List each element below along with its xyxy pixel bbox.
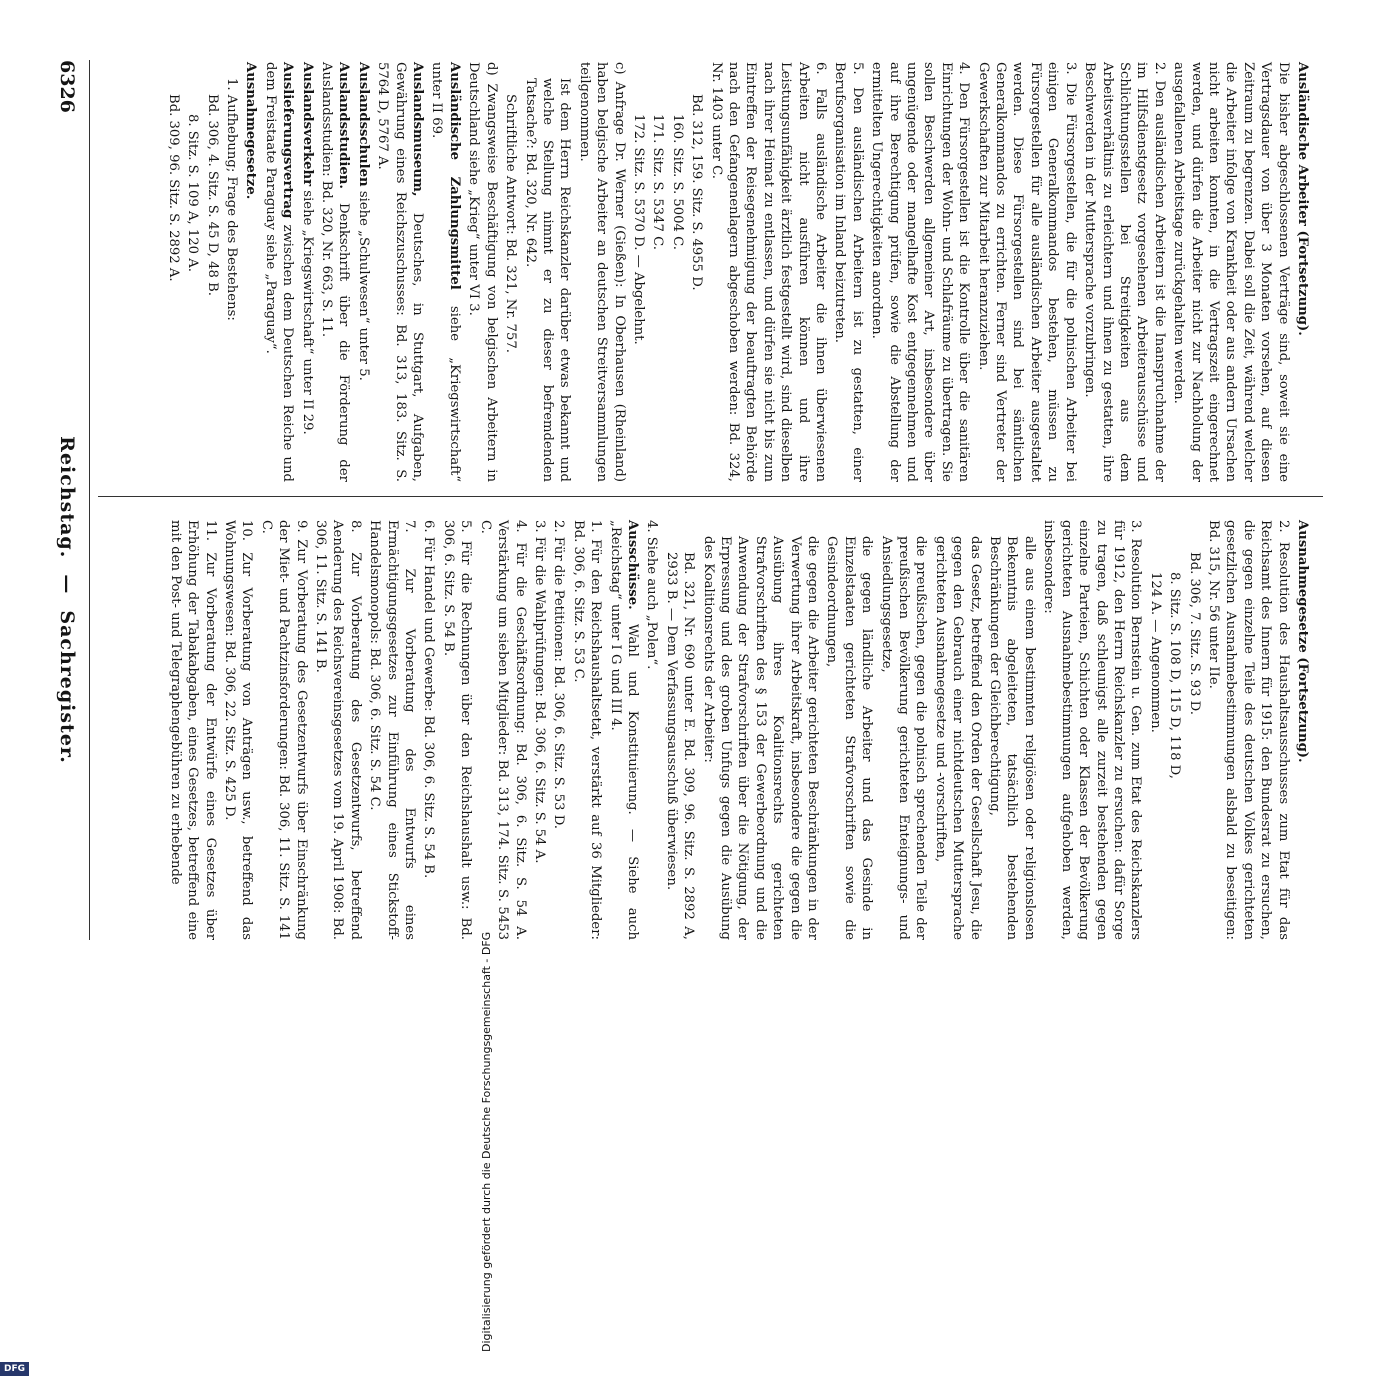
index-subentry: Bd. 309, 96. Sitz. S. 2892 A. xyxy=(165,94,181,282)
index-subentry: die preußischen, gegen die polnisch sprechenden Teile der preußischen Bevölkerung gerichteten Enteignungs- und Ansiedlungsgesetze, xyxy=(878,536,929,940)
entry-heading: Ausschüsse. xyxy=(624,520,640,610)
index-subentry: 7. Zur Vorberatung des Entwurfs eines Ermächtigungsgesetzes zur Einführung eines Stickstoff-Handelsmonopols: Bd. 306, 6. Sitz. S. 54 C. xyxy=(367,520,418,940)
running-title-left: Reichstag. xyxy=(56,436,78,559)
index-subentry: 2. Den ausländischen Arbeitern ist die Inanspruchnahme der im Hilfsdienstgesetz vorgesehenen Arbeiterausschüsse und Schlichtungsstellen bei Streitigkeiten aus dem Arbeitsverhältnis zu erleichtern und ihnen zu gestatten, ihre Beschwerden in der Muttersprache vorzubringen. xyxy=(1082,62,1167,482)
index-subentry: 9. Zur Vorberatung des Gesetzentwurfs über Einschränkung der Miet- und Pachtzinsforderungen: Bd. 306, 11. Sitz. S. 141 C. xyxy=(258,520,309,940)
index-subentry: 11. Zur Vorberatung der Entwürfe eines Gesetzes über Erhöhung der Tabakabgaben, eines Gesetzes, betreffend eine mit den Post- und Telegraphengebühren zu erhebende xyxy=(167,520,218,940)
index-subentry: 6. Für Handel und Gewerbe: Bd. 306, 6. Sitz. S. 54 B. xyxy=(421,520,437,879)
page-header xyxy=(38,60,78,940)
entry-heading: Ausländische Arbeiter (Fortsetzung). xyxy=(1295,62,1310,336)
digitization-credit: Digitalisierung gefördert durch die Deutsche Forschungsgemeinschaft - DFG xyxy=(480,931,493,1352)
index-subentry: Bd. 321, Nr. 690 unter E. Bd. 309, 96. Sitz. S. 2892 A, 2933 B. — Dem Verfassungsausschuß überwiesen. xyxy=(663,552,697,940)
index-subentry: 3. Für die Wahlprüfungen: Bd. 306, 6. Sitz. S. 54 A. xyxy=(531,520,547,864)
index-entry xyxy=(374,62,426,482)
index-subentry: 2. Für die Petitionen: Bd. 306, 6. Sitz. S. 53 D. xyxy=(551,520,567,829)
index-subentry: 5. Für die Rechnungen über den Reichshaushalt usw.: Bd. 306, 6. Sitz. S. 54 B. xyxy=(440,520,474,940)
index-subentry: Die bisher abgeschlossenen Verträge sind, soweit sie eine Vertragsdauer von über 3 Monaten vorsehen, auf diesen Zeitraum zu begrenzen. Dabei soll die Zeit, während welcher die Arbeiter infolge von Krankheit oder aus andern Ursachen nicht arbeiten konnten, in die Vertragszeit eingerechnet werden, und dürfen die Arbeiter nicht zur Nachholung der ausgefallenen Arbeitstage zurückgehalten werden. xyxy=(1171,62,1291,482)
entry-heading: Auslandsverkehr xyxy=(299,62,315,187)
index-subentry: 8. Zur Vorberatung des Gesetzentwurfs, betreffend Aenderung des Reichsvereinsgesetzes vom 19. April 1908: Bd. 306, 11. Sitz. S. 141 B. xyxy=(313,520,363,940)
entry-heading: Ausnahmegesetze (Fortsetzung). xyxy=(1295,520,1310,763)
index-entry xyxy=(298,62,315,482)
index-subentry: 1. Aufhebung; Frage des Bestehens: xyxy=(224,78,240,321)
index-subentry: 3. Resolution Bernstein u. Gen. zum Etat des Reichskanzlers für 1912, den Herrn Reichskanzler zu ersuchen: dafür Sorge zu tragen, daß schleunigst alle zurzeit bestehenden gegen einzelne Parteien, Schichten oder Klassen der Bevölkerung gerichteten Ausnahmebestimmungen aufgehoben werden, insbesondere: xyxy=(1041,520,1144,940)
index-subentry: Bd. 312, 159. Sitz. S. 4955 D. xyxy=(689,94,705,291)
index-subentry: 6. Falls ausländische Arbeiter die ihnen überwiesenen Arbeiten nicht ausführen können und ihre Leistungsunfähigkeit ärztlich festgestellt wird, sind dieselben nach ihrer Heimat zu entlassen, und dürfen sie nicht bis zum Eintreffen der Reisegenehmigung der beauftragten Behörde nach den Gefangenenlagern abgeschoben werden: Bd. 324, Nr. 1403 unter C. xyxy=(708,62,829,482)
index-entry xyxy=(428,62,463,482)
entry-text: Deutsches, in Stuttgart, Aufgaben, Gewährung eines Reichszuschusses: Bd. 313, 183. Sitz. S. 5764 D, 5767 A. xyxy=(375,62,426,482)
index-subentry: Schriftliche Antwort: Bd. 321, Nr. 757. xyxy=(503,94,519,353)
entry-heading: Auslandsstudien. xyxy=(336,62,352,189)
index-subentry: 5. Den ausländischen Arbeitern ist zu gestatten, einer Berufsorganisation im Inland beizutreten. xyxy=(832,62,865,482)
running-title-separator: — xyxy=(56,574,78,595)
index-subentry: alle aus einem bestimmten religiösen oder religionslosen Bekenntnis abgeleiteten, tatsächlich bestehenden Beschränkungen der Gleichberechtigung, xyxy=(987,536,1037,940)
index-entry xyxy=(1294,62,1311,482)
index-subentry: Ist dem Herrn Reichskanzler darüber etwas bekannt und welche Stellung nimmt er zu dieser befremdenden Tatsache?: Bd. 320, Nr. 642. xyxy=(522,78,573,482)
index-subentry: 8. Sitz. S. 109 A, 120 A. xyxy=(185,114,201,272)
index-subentry: 160. Sitz. S. 5004 C. xyxy=(669,114,685,250)
index-entry xyxy=(354,62,371,482)
index-entry xyxy=(261,62,296,482)
index-subentry: 4. Siehe auch „Polen“. xyxy=(644,520,660,670)
header-rule xyxy=(89,60,90,940)
index-subentry: 172. Sitz. S. 5370 D. — Abgelehnt. xyxy=(630,114,646,345)
index-subentry: das Gesetz, betreffend den Orden der Gesellschaft Jesu, die gegen den Gebrauch einer nichtdeutschen Muttersprache gerichteten Ausnahmegesetze und -vorschriften, xyxy=(932,536,983,940)
page-number: 6326 xyxy=(56,60,78,113)
index-subentry: 4. Für die Geschäftsordnung: Bd. 306, 6. Sitz. S. 54 A. Verstärkung um sieben Mitglieder: Bd. 313, 174. Sitz. S. 5453 C. xyxy=(477,520,528,940)
index-entry xyxy=(606,520,641,940)
index-subentry: Bd. 306, 7. Sitz. S. 93 D. xyxy=(1186,552,1202,715)
entry-text: Wahl und Konstituierung. — Siehe auch „Reichstag“ unter I G und III 4. xyxy=(607,520,640,940)
entry-heading: Auslandsmuseum, xyxy=(410,62,426,197)
index-subentry: 3. Die Fürsorgestellen, die für die polnischen Arbeiter bei einigen Generalkommandos bestehen, müssen zu Fürsorgestellen für alle ausländischen Arbeiter ausgestaltet werden. Diese Fürsorgestellen sind bei sämtlichen Generalkommandos zu errichten. Ferner sind Vertreter der Gewerkschaften zur Mitarbeit heranzuziehen. xyxy=(975,62,1078,482)
index-entry xyxy=(1294,520,1311,940)
index-subentry: 4. Den Fürsorgestellen ist die Kontrolle über die sanitären Einrichtungen der Wohn- und Schlafräume zu übertragen. Sie sollen Beschwerden allgemeiner Art, insbesondere über ungenügende oder mangelhafte Kost entgegennehmen und auf ihre Berechtigung prüfen, sowie die Abstellung der ermittelten Ungerechtigkeiten anordnen. xyxy=(869,62,972,482)
index-subentry: c) Anfrage Dr. Werner (Gießen): In Oberhausen (Rheinland) haben belgische Arbeiter an deutschen Streitversammlungen teilgenommen. xyxy=(576,62,627,482)
entry-heading: Auslandsschulen xyxy=(355,62,371,187)
index-subentry: d) Zwangsweise Beschäftigung von belgischen Arbeitern in Deutschland siehe „Krieg“ unter VI 3. xyxy=(466,62,499,482)
left-column xyxy=(162,62,1311,482)
entry-text: siehe „Kriegswirtschaft“ unter II 29. xyxy=(299,186,315,435)
entry-heading: Ausnahmegesetze. xyxy=(243,62,259,200)
entry-heading: Ausländische Zahlungsmittel xyxy=(446,62,462,290)
entry-text: siehe „Schulwesen“ unter 5. xyxy=(355,186,371,381)
running-title-right: Sachregister. xyxy=(56,610,78,764)
column-divider xyxy=(98,496,1323,497)
entry-text: siehe „Kriegswirtschaft“ unter II 69. xyxy=(429,62,462,483)
index-subentry: die gegen ländliche Arbeiter und das Gesinde in Einzelstaaten gerichteten Strafvorschriften sowie die Gesindeordnungen, xyxy=(824,536,875,940)
right-column xyxy=(164,520,1311,940)
index-subentry: 1. Für den Reichshaushaltsetat, verstärkt auf 36 Mitglieder: Bd. 306, 6. Sitz. S. 53 C. xyxy=(570,520,604,940)
dfg-logo: DFG xyxy=(0,1362,29,1376)
index-subentry: 171. Sitz. S. 5347 C. xyxy=(650,114,666,250)
index-entry xyxy=(242,62,259,482)
running-title xyxy=(56,400,78,800)
index-entry xyxy=(318,62,353,482)
entry-text: Denkschrift über die Förderung der Auslandsstudien: Bd. 320, Nr. 663, S. 11. xyxy=(319,62,352,482)
index-subentry: 2. Resolution des Haushaltsausschusses zum Etat für das Reichsamt des Innern für 1915: den Bundesrat zu ersuchen, die gegen einzelne Teile des deutschen Volkes gerichteten gesetzlichen Ausnahmebestimmungen alsbald zu beseitigen: Bd. 315, Nr. 56 unter IIe. xyxy=(1205,520,1291,940)
index-subentry: die gegen die Arbeiter gerichteten Beschränkungen in der Verwertung ihrer Arbeitskraft, insbesondere die gegen die Ausübung ihres Koalitionsrechts gerichteten Strafvorschriften des § 153 der Gewerbeordnung und die Anwendung der Strafvorschriften über die Nötigung, der Erpressung und des groben Unfugs gegen die Ausübung des Koalitionsrechts der Arbeiter: xyxy=(700,536,821,940)
index-subentry: 8. Sitz. S. 108 D, 115 D, 118 D, xyxy=(1167,572,1183,779)
entry-text: zwischen dem Deutschen Reiche und dem Freistaate Paraguay siehe „Paraguay“. xyxy=(262,62,296,482)
index-subentry: 124 A. — Angenommen. xyxy=(1147,572,1163,733)
entry-heading: Auslieferungsvertrag xyxy=(280,62,296,219)
index-subentry: Bd. 306, 4. Sitz. S. 45 D, 48 B. xyxy=(204,94,220,296)
index-subentry: 10. Zur Vorberatung von Anträgen usw., betreffend das Wohnungswesen: Bd. 306, 22. Sitz. S. 425 D. xyxy=(222,520,255,940)
